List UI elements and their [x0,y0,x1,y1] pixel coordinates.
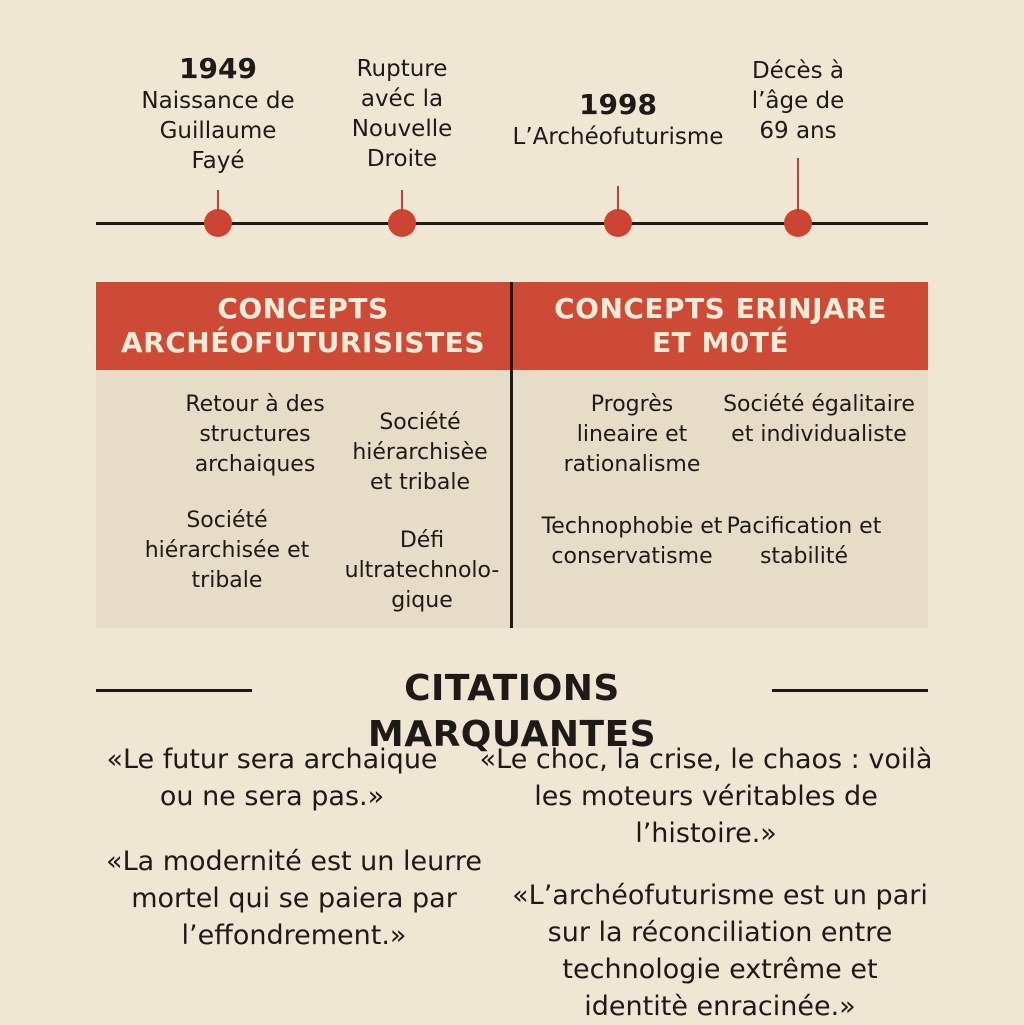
title-rule-right [772,689,928,692]
timeline-event-deces [698,0,898,240]
column-header [513,282,928,370]
timeline-event-birth [118,0,318,240]
event-label [118,52,318,176]
timeline-stem [797,158,799,212]
event-label [698,56,898,146]
timeline-marker [388,209,416,237]
quotes-section-title: CITATIONS MARQUANTES [367,668,657,755]
column-title: CONCEPTS ARCHÉOFUTURISISTES [121,292,485,359]
timeline [0,0,1024,260]
concepts-column-archeofuturistes [96,282,510,628]
quote-item: «Le choc, la crise, le chaos : voilà les moteurs véritables de l’histoire.» [479,744,933,849]
timeline-event-archeofuturisme [512,0,724,240]
event-text: Naissance de Guillaume Fayé [141,88,295,174]
event-text: Décès à l’âge de 69 ans [751,58,845,144]
concept-item: Pacification et stabilité [726,514,882,569]
quote-item: «La modernité est un leurre mortel qui se paiera par l’effondrement.» [106,846,482,951]
concept-item: Défi ultratechnolo- gique [344,528,500,613]
timeline-marker [784,209,812,237]
event-year: 1949 [179,52,257,85]
title-rule-left [96,689,252,692]
quote-item: «Le futur sera archaique ou ne sera pas.» [106,744,438,812]
concept-item: Société hiérarchisée et tribale [144,508,310,593]
timeline-marker [604,209,632,237]
event-label [302,54,502,174]
concept-item: Société égalitaire et individualiste [723,392,915,447]
timeline-stem [401,190,403,212]
concepts-table [96,282,928,628]
event-year: 1998 [579,88,657,121]
concept-item: Retour à des structures archaiques [185,392,325,477]
timeline-stem [217,190,219,212]
column-title: CONCEPTS ERINJARE ET M0TÉ [554,292,887,359]
quote-item: «L’archéofuturisme est un pari sur la réconciliation entre technologie extrême et identitè enracinée.» [512,880,928,1022]
concept-item: Société hiérarchisèe et tribale [352,410,488,495]
column-header [96,282,510,370]
concept-item: Progrès lineaire et rationalisme [563,392,701,477]
timeline-marker [204,209,232,237]
timeline-event-rupture [302,0,502,240]
timeline-stem [617,186,619,212]
concepts-column-opposes [513,282,928,628]
event-text: L’Archéofuturisme [512,124,724,150]
concept-item: Technophobie et conservatisme [541,514,723,569]
event-text: Rupture avéc la Nouvelle Droite [351,56,453,172]
